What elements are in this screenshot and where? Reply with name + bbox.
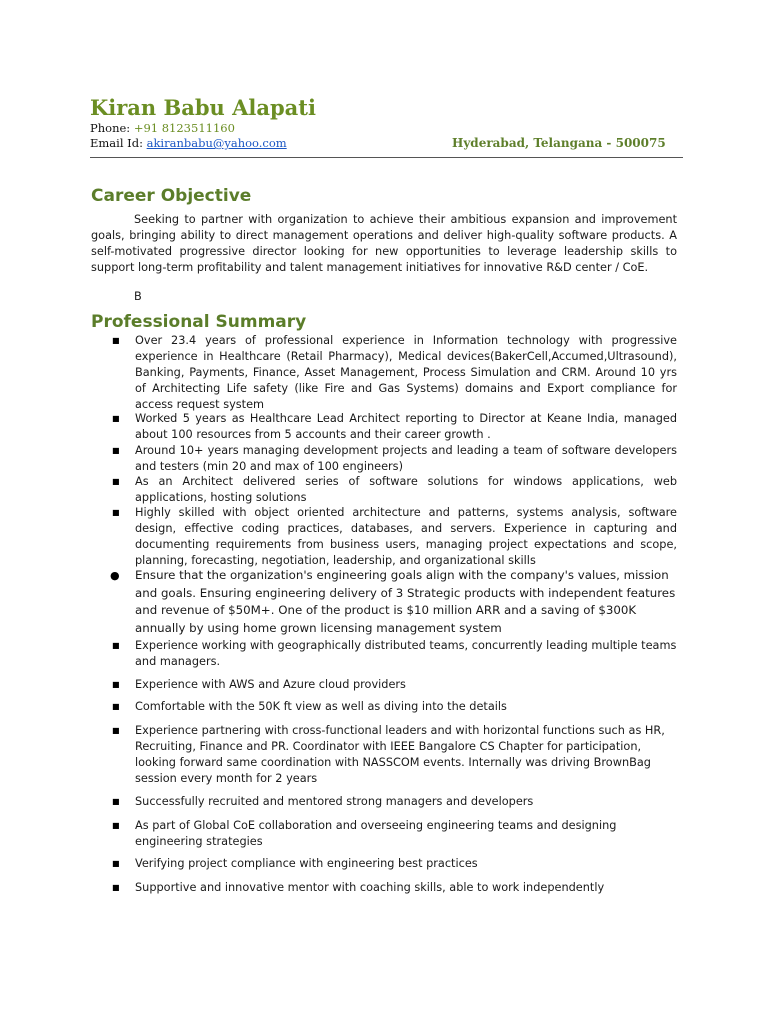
bullet-square-icon: ■ bbox=[112, 446, 120, 455]
bullet-square-icon: ■ bbox=[112, 477, 120, 486]
bullet-square-icon: ■ bbox=[112, 336, 120, 345]
bullet-square-icon: ■ bbox=[112, 680, 120, 689]
bullet-dot-icon: ● bbox=[110, 569, 120, 582]
summary-item: Supportive and innovative mentor with coaching skills, able to work independently bbox=[135, 881, 605, 894]
candidate-name: Kiran Babu Alapati bbox=[90, 95, 316, 120]
bullet-square-icon: ■ bbox=[112, 726, 120, 735]
bullet-square-icon: ■ bbox=[112, 414, 120, 423]
phone-line bbox=[90, 121, 235, 135]
location: Hyderabad, Telangana - 500075 bbox=[452, 136, 666, 150]
summary-item: Worked 5 years as Healthcare Lead Architect reporting to Director at Keane India, managed about 100 resources from 5 accounts and their career growth . bbox=[135, 412, 677, 441]
summary-item: As part of Global CoE collaboration and overseeing engineering teams and designing engineering strategies bbox=[135, 819, 617, 848]
bullet-square-icon: ■ bbox=[112, 641, 120, 650]
bullet-square-icon: ■ bbox=[112, 702, 120, 711]
bullet-square-icon: ■ bbox=[112, 859, 120, 868]
bullet-square-icon: ■ bbox=[112, 508, 120, 517]
summary-item: Experience partnering with cross-functional leaders and with horizontal functions such as HR, Recruiting, Finance and PR. Coordinator with IEEE Bangalore CS Chapter for participation, looking forward same coordination with NASSCOM events. Internally was driving BrownBag session every month for 2 years bbox=[135, 724, 665, 785]
summary-item: Highly skilled with object oriented architecture and patterns, systems analysis, software design, effective coding practices, databases, and servers. Experience in capturing and documenting requirements from business users, managing project expectations and scope, planning, forecasting, negotiation, leadership, and organizational skills bbox=[135, 506, 677, 567]
career-objective-heading: Career Objective bbox=[91, 186, 252, 206]
email-line bbox=[90, 136, 287, 150]
career-objective-text: Seeking to partner with organization to achieve their ambitious expansion and improvement goals, bringing ability to direct management operations and deliver high-quality software products. A self-motivated progressive director looking for new opportunities to leverage leadership skills to support long-term profitability and talent management initiatives for innovative R&D center / CoE. bbox=[91, 213, 677, 274]
phone-label: Phone: bbox=[90, 121, 131, 135]
header-divider bbox=[90, 157, 683, 158]
phone-number: +91 8123511160 bbox=[133, 121, 235, 135]
professional-summary-heading: Professional Summary bbox=[91, 312, 307, 332]
summary-item: Successfully recruited and mentored strong managers and developers bbox=[135, 795, 534, 808]
summary-item: Experience with AWS and Azure cloud providers bbox=[135, 678, 406, 691]
summary-item: Verifying project compliance with engineering best practices bbox=[135, 857, 478, 870]
summary-item: Ensure that the organization's engineering goals align with the company's values, mission and goals. Ensuring engineering delivery of 3 Strategic products with independent features and revenue of $50M+. One of the product is $10 million ARR and a saving of $300K annually by using home grown licensing management system bbox=[135, 568, 676, 635]
email-label: Email Id: bbox=[90, 136, 143, 150]
stray-character: B bbox=[134, 290, 142, 303]
summary-item: Experience working with geographically distributed teams, concurrently leading multiple teams and managers. bbox=[135, 639, 677, 668]
summary-item: Around 10+ years managing development projects and leading a team of software developers and testers (min 20 and max of 100 engineers) bbox=[135, 444, 677, 473]
bullet-square-icon: ■ bbox=[112, 821, 120, 830]
email-link[interactable]: akiranbabu@yahoo.com bbox=[146, 136, 287, 150]
summary-item: As an Architect delivered series of software solutions for windows applications, web applications, hosting solutions bbox=[135, 475, 677, 504]
summary-item: Over 23.4 years of professional experience in Information technology with progressive experience in Healthcare (Retail Pharmacy), Medical devices(BakerCell,Accumed,Ultrasound), Banking, Payments, Finance, Asset Management, Process Simulation and CRM. Around 10 yrs of Architecting Life safety (like Fire and Gas Systems) domains and Export compliance for access request system bbox=[135, 334, 677, 411]
summary-item: Comfortable with the 50K ft view as well as diving into the details bbox=[135, 700, 507, 713]
bullet-square-icon: ■ bbox=[112, 883, 120, 892]
bullet-square-icon: ■ bbox=[112, 797, 120, 806]
